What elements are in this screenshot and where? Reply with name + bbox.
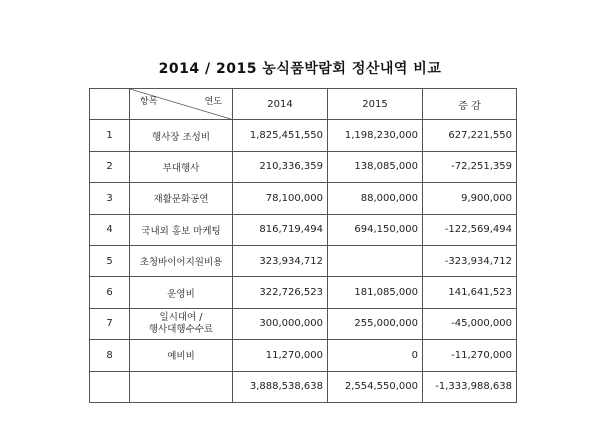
table-row [90, 340, 517, 371]
header-2015: 2015 [328, 89, 423, 120]
row-value-diff: 627,221,550 [423, 120, 517, 151]
row-value-diff: -11,270,000 [423, 340, 517, 371]
header-no-cell [90, 89, 130, 120]
row-item: 운영비 [130, 277, 233, 308]
total-row [90, 371, 517, 402]
row-number: 3 [90, 183, 130, 214]
row-value-2015: 181,085,000 [328, 277, 423, 308]
row-value-2014: 78,100,000 [233, 183, 328, 214]
total-number [90, 371, 130, 402]
header-year-label: 연도 [204, 97, 222, 107]
total-value-2015: 2,554,550,000 [328, 371, 423, 402]
total-value-2014: 3,888,538,638 [233, 371, 328, 402]
row-value-2015: 138,085,000 [328, 151, 423, 182]
row-number: 8 [90, 340, 130, 371]
row-item: 초청바이어지원비용 [130, 245, 233, 276]
row-value-2015: 88,000,000 [328, 183, 423, 214]
table-row [90, 277, 517, 308]
row-number: 7 [90, 308, 130, 339]
row-number: 1 [90, 120, 130, 151]
row-item-line2: 행사대행수수료 [148, 323, 214, 335]
row-item: 예비비 [130, 340, 233, 371]
row-item: 부대행사 [130, 151, 233, 182]
row-value-2014: 323,934,712 [233, 245, 328, 276]
row-item [130, 308, 233, 339]
table-row [90, 151, 517, 182]
total-item [130, 371, 233, 402]
row-value-2015: 255,000,000 [328, 308, 423, 339]
row-value-2015 [328, 245, 423, 276]
row-value-2014: 300,000,000 [233, 308, 328, 339]
row-value-2014: 210,336,359 [233, 151, 328, 182]
row-value-diff: 9,900,000 [423, 183, 517, 214]
table-row [90, 183, 517, 214]
header-item-label: 항목 [140, 97, 158, 107]
row-number: 6 [90, 277, 130, 308]
document-title: 2014 / 2015 농식품박람회 정산내역 비교 [158, 61, 442, 77]
row-value-2014: 11,270,000 [233, 340, 328, 371]
row-item-line1: 일시대여 / [159, 311, 203, 323]
row-value-2015: 1,198,230,000 [328, 120, 423, 151]
header-row [90, 89, 517, 120]
table-row [90, 120, 517, 151]
row-value-2014: 1,825,451,550 [233, 120, 328, 151]
row-value-diff: -323,934,712 [423, 245, 517, 276]
header-diagonal-cell [130, 89, 233, 120]
row-item: 국내외 홍보 마케팅 [130, 214, 233, 245]
row-value-diff: -122,569,494 [423, 214, 517, 245]
header-diff: 증 감 [423, 89, 517, 120]
row-value-2014: 816,719,494 [233, 214, 328, 245]
table-row [90, 308, 517, 339]
settlement-table [89, 88, 517, 403]
row-value-diff: 141,641,523 [423, 277, 517, 308]
total-value-diff: -1,333,988,638 [423, 371, 517, 402]
row-value-diff: -72,251,359 [423, 151, 517, 182]
row-item: 재활문화공연 [130, 183, 233, 214]
table-row [90, 214, 517, 245]
table-row [90, 245, 517, 276]
row-number: 2 [90, 151, 130, 182]
row-value-diff: -45,000,000 [423, 308, 517, 339]
row-item: 행사장 조성비 [130, 120, 233, 151]
row-number: 5 [90, 245, 130, 276]
row-number: 4 [90, 214, 130, 245]
row-value-2015: 694,150,000 [328, 214, 423, 245]
header-2014: 2014 [233, 89, 328, 120]
row-value-2014: 322,726,523 [233, 277, 328, 308]
row-value-2015: 0 [328, 340, 423, 371]
